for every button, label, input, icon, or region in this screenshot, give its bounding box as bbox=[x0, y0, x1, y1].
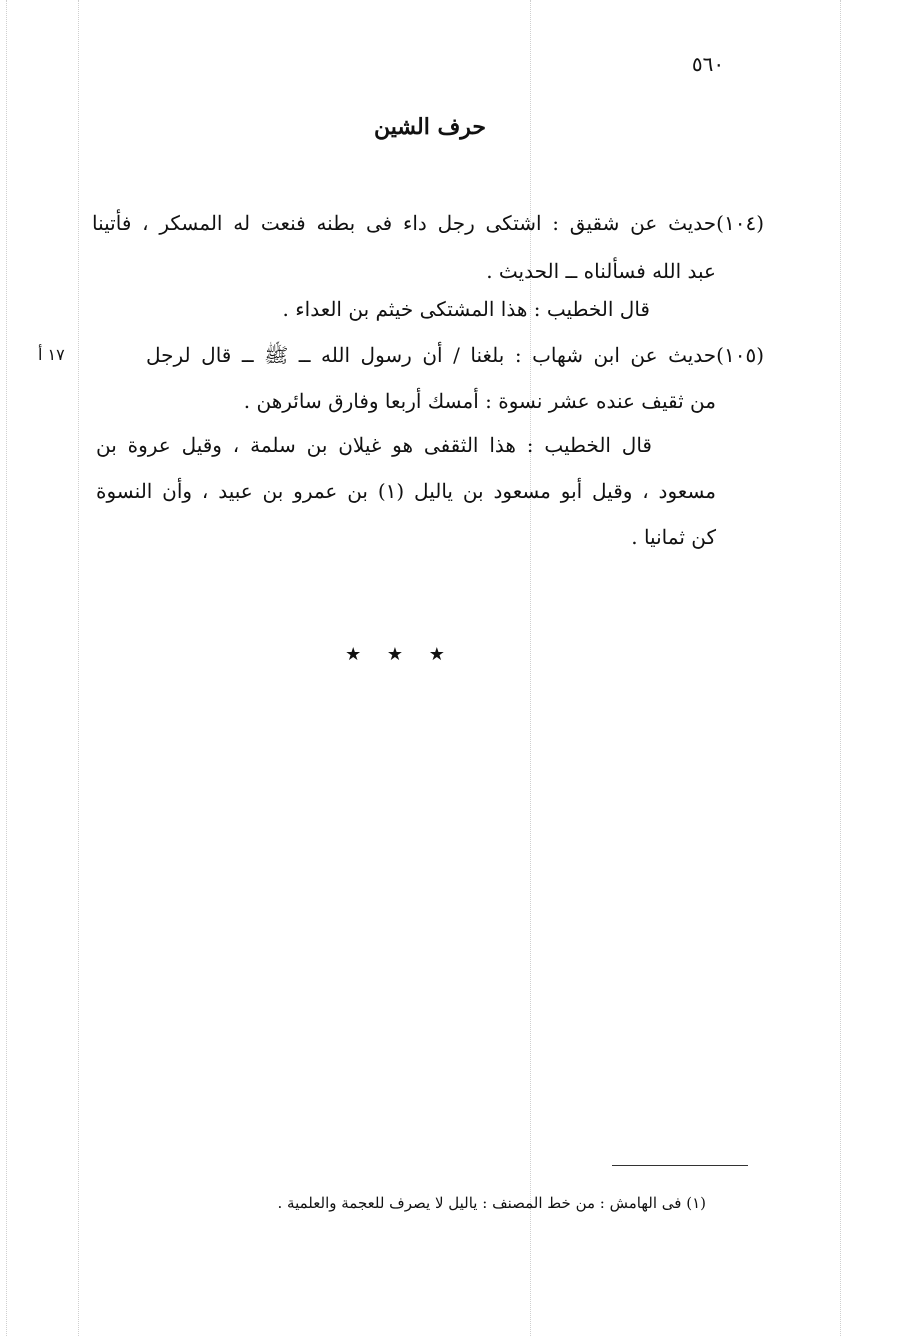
scan-guide-left bbox=[6, 0, 7, 1336]
footnote-divider bbox=[612, 1165, 748, 1166]
entry-105-comment-line-3: كن ثمانيا . bbox=[631, 525, 716, 549]
scan-guide-left-inner bbox=[78, 0, 79, 1336]
scan-guide-center bbox=[530, 0, 531, 1336]
entry-104-line-2: عبد الله فسألناه ــ الحديث . bbox=[486, 259, 716, 283]
entry-105-line-2: من ثقيف عنده عشر نسوة : أمسك أربعا وفارق سائرهن . bbox=[243, 389, 716, 413]
scan-guide-right bbox=[840, 0, 841, 1336]
entry-105-comment-line-1: قال الخطيب : هذا الثقفى هو غيلان بن سلمة ، وقيل عروة بن bbox=[96, 433, 652, 457]
footnote-1: (١) فى الهامش : من خط المصنف : ياليل لا يصرف للعجمة والعلمية . bbox=[277, 1194, 706, 1212]
manuscript-folio-note: ١٧ أ bbox=[38, 345, 65, 364]
section-separator-stars: ★ ★ ★ bbox=[345, 644, 455, 665]
page-number: ٥٦٠ bbox=[691, 52, 725, 76]
entry-104-line-1: (١٠٤)حديث عن شقيق : اشتكى رجل داء فى بطنه فنعت له المسكر ، فأتينا bbox=[92, 211, 764, 235]
entry-105-line-1: (١٠٥)حديث عن ابن شهاب : بلغنا / أن رسول الله ــ ﷺ ــ قال لرجل bbox=[146, 343, 764, 367]
entry-105-comment-line-2: مسعود ، وقيل أبو مسعود بن ياليل (١) بن عمرو بن عبيد ، وأن النسوة bbox=[96, 479, 716, 503]
chapter-title: حرف الشين bbox=[373, 114, 487, 140]
entry-104-comment: قال الخطيب : هذا المشتكى خيثم بن العداء . bbox=[282, 297, 650, 321]
